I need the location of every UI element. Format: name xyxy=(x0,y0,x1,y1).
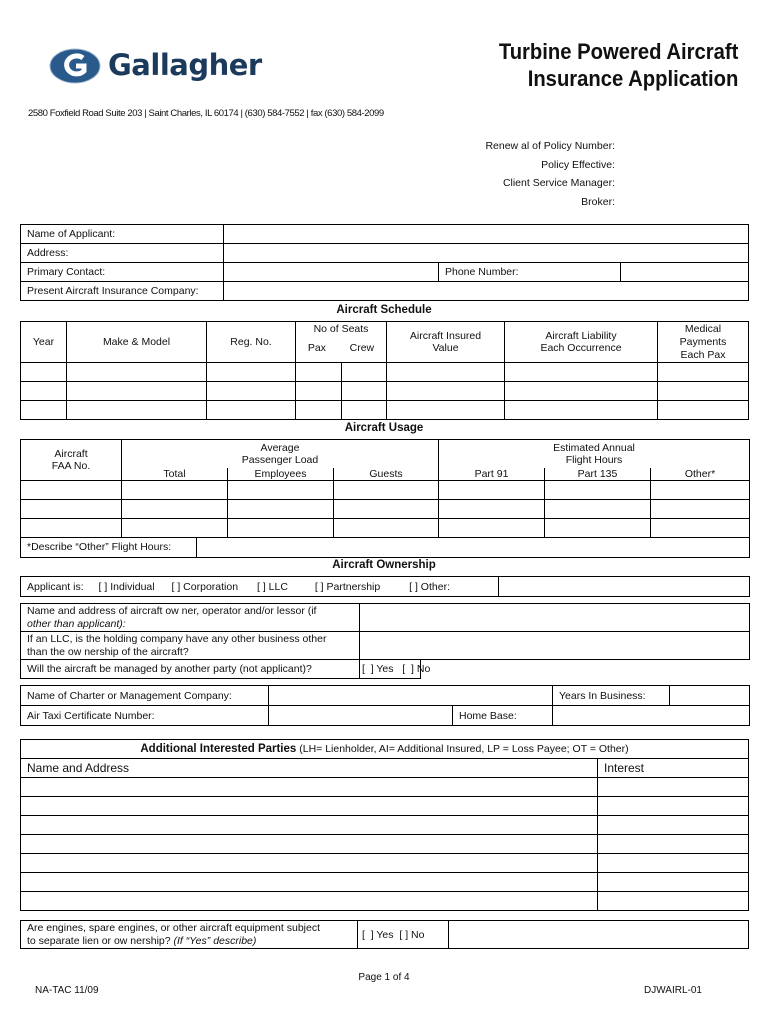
client-service-manager-label: Client Service Manager: xyxy=(502,177,615,190)
party-row xyxy=(21,892,749,911)
individual-checkbox[interactable]: [ ] Individual xyxy=(98,580,155,593)
describe-other-label: *Describe “Other” Flight Hours: xyxy=(21,538,197,557)
form-code-left: NA-TAC 11/09 xyxy=(35,985,99,996)
interested-parties-table xyxy=(20,739,749,911)
describe-other-table xyxy=(20,538,750,558)
air-taxi-field[interactable] xyxy=(269,706,453,726)
applicant-type-table xyxy=(20,576,750,597)
phone-number-label: Phone Number: xyxy=(439,263,621,282)
years-in-business-label: Years In Business: xyxy=(553,686,670,706)
other-checkbox[interactable]: [ ] Other: xyxy=(409,580,450,593)
reg-no-header: Reg. No. xyxy=(207,322,296,363)
policy-effective-label: Policy Effective: xyxy=(541,158,615,171)
part135-header: Part 135 xyxy=(545,468,651,481)
part91-header: Part 91 xyxy=(439,468,545,481)
other-header: Other* xyxy=(651,468,750,481)
years-in-business-field[interactable] xyxy=(670,686,750,706)
aircraft-schedule-heading: Aircraft Schedule xyxy=(336,304,432,316)
policy-info-block xyxy=(485,137,615,211)
liability-header: Aircraft Liability Each Occurrence xyxy=(505,322,658,363)
medical-header: Medical Payments Each Pax xyxy=(658,322,749,363)
insured-value-header: Aircraft Insured Value xyxy=(387,322,505,363)
engines-question: Are engines, spare engines, or other aircraft equipment subject to separate lien or ow nership? (If “Yes” describe) xyxy=(21,921,358,949)
primary-contact-field[interactable] xyxy=(224,263,439,282)
party-row xyxy=(21,854,749,873)
partnership-checkbox[interactable]: [ ] Partnership xyxy=(314,580,381,593)
engines-yes-no[interactable]: [ ] Yes [ ] No xyxy=(358,921,449,949)
pax-header: Pax xyxy=(307,342,326,354)
engines-lien-table xyxy=(20,920,749,949)
year-header: Year xyxy=(21,322,67,363)
total-header: Total xyxy=(122,468,228,481)
form-code-right: DJWAIRL-01 xyxy=(644,985,702,996)
corporation-checkbox[interactable]: [ ] Corporation xyxy=(171,580,239,593)
schedule-row xyxy=(21,363,749,382)
crew-header: Crew xyxy=(349,342,375,354)
usage-row xyxy=(21,481,750,500)
primary-contact-label: Primary Contact: xyxy=(21,263,224,282)
make-model-header: Make & Model xyxy=(67,322,207,363)
address-label: Address: xyxy=(21,244,224,263)
logo-wordmark: Gallagher xyxy=(108,48,262,82)
owner-answer-field[interactable] xyxy=(360,604,750,632)
aircraft-ownership-heading: Aircraft Ownership xyxy=(332,559,436,571)
charter-table xyxy=(20,685,750,726)
applicant-name-label: Name of Applicant: xyxy=(21,225,224,244)
company-address: 2580 Foxfield Road Suite 203 | Saint Charles, IL 60174 | (630) 584-7552 | fax (630) 584-2099 xyxy=(28,108,384,119)
flight-hours-header: Estimated Annual Flight Hours xyxy=(439,440,750,468)
name-address-header: Name and Address xyxy=(21,759,598,778)
address-field[interactable] xyxy=(224,244,749,263)
seats-header: No of Seats Pax Crew xyxy=(296,322,387,363)
aircraft-schedule-table xyxy=(20,321,749,420)
home-base-label: Home Base: xyxy=(453,706,553,726)
aircraft-usage-table xyxy=(20,439,750,538)
form-title: Turbine Powered Aircraft Insurance Application xyxy=(498,39,738,91)
phone-number-field[interactable] xyxy=(621,263,749,282)
party-row xyxy=(21,778,749,797)
aircraft-usage-heading: Aircraft Usage xyxy=(344,422,424,434)
renewal-label: Renew al of Policy Number: xyxy=(485,140,615,152)
llc-answer-field[interactable] xyxy=(360,632,750,660)
avg-passenger-header: Average Passenger Load xyxy=(122,440,439,468)
applicant-is-label: Applicant is: xyxy=(27,580,84,593)
faa-no-header: Aircraft FAA No. xyxy=(21,440,122,481)
llc-checkbox[interactable]: [ ] LLC xyxy=(256,580,288,593)
insurance-company-field[interactable] xyxy=(224,282,749,301)
applicant-table xyxy=(20,224,749,301)
applicant-name-field[interactable] xyxy=(224,225,749,244)
home-base-field[interactable] xyxy=(553,706,750,726)
schedule-row xyxy=(21,401,749,420)
interest-header: Interest xyxy=(598,759,749,778)
other-type-field[interactable] xyxy=(499,577,750,597)
interested-parties-heading: Additional Interested Parties (LH= Lienholder, AI= Additional Insured, LP = Loss Payee; OT = Other) xyxy=(21,740,749,759)
schedule-row xyxy=(21,382,749,401)
charter-company-label: Name of Charter or Management Company: xyxy=(21,686,269,706)
insurance-company-label: Present Aircraft Insurance Company: xyxy=(21,282,224,301)
company-logo xyxy=(48,46,262,86)
llc-question: If an LLC, is the holding company have any other business other than the ow nership of the aircraft? xyxy=(21,632,360,660)
guests-header: Guests xyxy=(334,468,439,481)
ownership-questions-table xyxy=(20,603,750,679)
charter-company-field[interactable] xyxy=(269,686,553,706)
describe-other-field[interactable] xyxy=(197,538,750,557)
owner-question: Name and address of aircraft ow ner, operator and/or lessor (if other than applicant): xyxy=(21,604,360,632)
applicant-type-options xyxy=(21,577,499,597)
managed-question: Will the aircraft be managed by another party (not applicant)? xyxy=(21,660,360,679)
managed-yes-no[interactable]: [ ] Yes [ ] No xyxy=(360,660,421,679)
air-taxi-label: Air Taxi Certificate Number: xyxy=(21,706,269,726)
engines-describe-field[interactable] xyxy=(449,921,749,949)
party-row xyxy=(21,816,749,835)
usage-row xyxy=(21,519,750,538)
employees-header: Employees xyxy=(228,468,334,481)
page-number: Page 1 of 4 xyxy=(358,972,410,983)
party-row xyxy=(21,797,749,816)
party-row xyxy=(21,873,749,892)
gallagher-globe-icon xyxy=(48,46,102,86)
broker-label: Broker: xyxy=(581,195,615,208)
usage-row xyxy=(21,500,750,519)
party-row xyxy=(21,835,749,854)
